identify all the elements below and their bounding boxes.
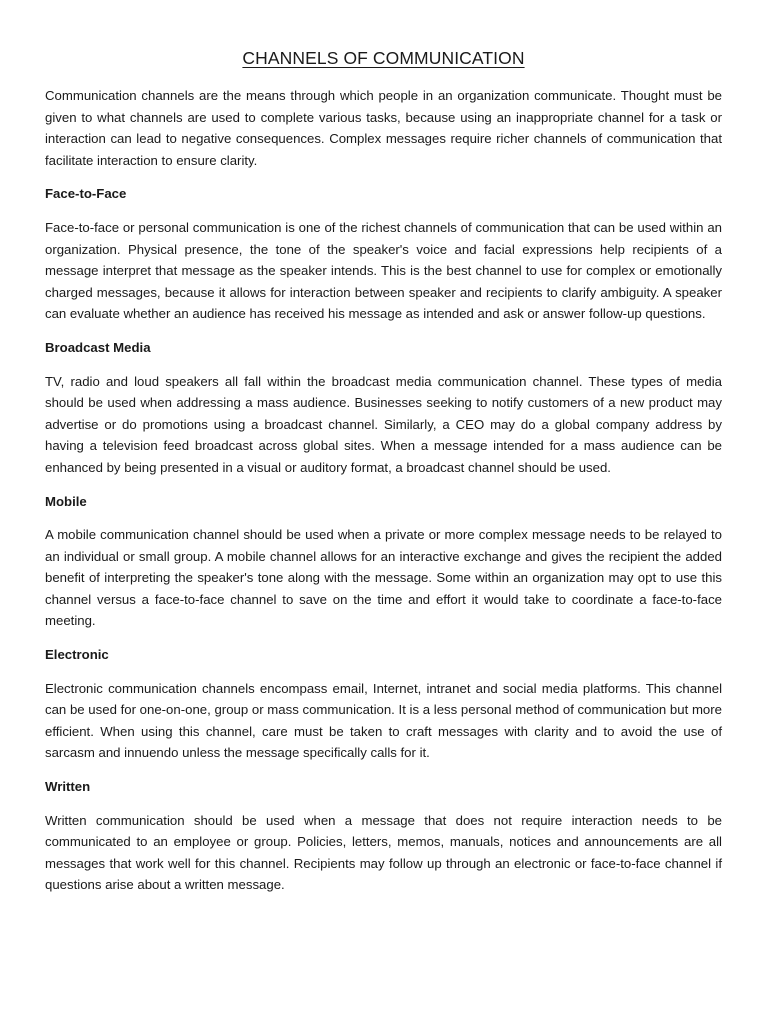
section-heading: Face-to-Face (45, 186, 127, 202)
intro-paragraph: Communication channels are the means through which people in an organization communicate. Thought must be given to what channels are used to complete various tasks, because using an inappropriate channel for a task or interaction can lead to negative consequences. Complex messages require richer channels of communication that facilitate interaction to ensure clarity. (45, 88, 722, 168)
document-page (45, 48, 722, 908)
section-body: Face-to-face or personal communication is one of the richest channels of communication that can be used within an organization. Physical presence, the tone of the speaker's voice and facial expressions help recipients of a message interpret that message as the speaker intends. This is the best channel to use for complex or emotionally charged messages, because it allows for interaction between speaker and recipients to clarify ambiguity. A speaker can evaluate whether an audience has received his message as intended and ask or answer follow-up questions. (45, 219, 722, 322)
section-heading: Written (45, 779, 91, 795)
section-mobile (45, 491, 722, 633)
page-title: CHANNELS OF COMMUNICATION (242, 48, 525, 68)
section-heading: Mobile (45, 493, 87, 509)
section-heading: Broadcast Media (45, 339, 151, 355)
section-face-to-face (45, 183, 722, 325)
section-body: Electronic communication channels encompass email, Internet, intranet and social media platforms. This channel can be used for one-on-one, group or mass communication. It is a less personal method of communication but more efficient. When using this channel, care must be taken to craft messages with clarity and to avoid the use of sarcasm and innuendo unless the message specifically calls for it. (45, 680, 722, 761)
section-written (45, 776, 722, 896)
section-electronic (45, 644, 722, 764)
section-body: TV, radio and loud speakers all fall within the broadcast media communication channel. These types of media should be used when addressing a mass audience. Businesses seeking to notify customers of a new product may advertise or do promotions using a broadcast channel. Similarly, a CEO may do a global company address by having a television feed broadcast across global sites. When a message intended for a mass audience can be enhanced by being presented in a visual or auditory format, a broadcast channel should be used. (45, 373, 722, 475)
section-broadcast-media (45, 337, 722, 479)
section-body: Written communication should be used when a message that does not require interaction needs to be communicated to an employee or group. Policies, letters, memos, manuals, notices and announcements are all messages that work well for this channel. Recipients may follow up through an electronic or face-to-face channel if questions arise about a written message. (45, 812, 722, 893)
section-heading: Electronic (45, 647, 109, 663)
section-body: A mobile communication channel should be used when a private or more complex message needs to be relayed to an individual or small group. A mobile channel allows for an interactive exchange and gives the recipient the added benefit of interpreting the speaker's tone along with the message. Some within an organization may opt to use this channel versus a face-to-face channel to save on the time and effort it would take to coordinate a face-to-face meeting. (45, 527, 722, 629)
